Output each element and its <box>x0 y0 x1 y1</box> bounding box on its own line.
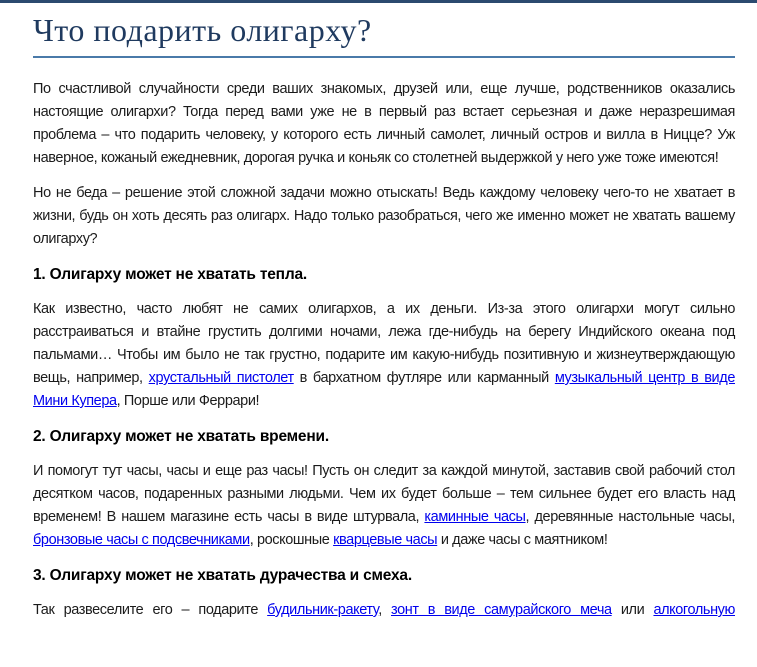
text-run: Как известно, часто любят не самих олигархов, а их деньги. Из-за этого олигархи могут сильно расстраиваться и втайне грустить долгими ночами, лежа где-нибудь на берегу Индийского океана под пальмами… Чтобы им было не так грустно, подарите им какую-нибудь позитивную и жизнеутверждающую вещь, например, <box>33 301 735 386</box>
inline-link[interactable]: музыкальный центр в виде Мини Купера <box>33 370 735 409</box>
paragraph <box>33 599 735 622</box>
paragraph <box>33 182 735 251</box>
paragraph <box>33 298 735 413</box>
text-run: И помогут тут часы, часы и еще раз часы! Пусть он следит за каждой минутой, заставив свой рабочий стол десятком часов, подаренных разными людьми. Чем их будет больше – тем сильнее будет его власть над временем! В нашем магазине есть часы в виде штурвала, <box>33 463 735 525</box>
text-run: или <box>611 602 654 618</box>
inline-link[interactable]: хрустальный пистолет <box>148 370 294 386</box>
text-run: , <box>378 602 391 618</box>
text-run: , деревянные настольные часы, <box>525 509 736 525</box>
paragraph <box>33 460 735 552</box>
inline-link[interactable]: кварцевые часы <box>333 532 438 548</box>
text-run: , роскошные <box>249 532 334 548</box>
inline-link[interactable]: зонт в виде самурайского меча <box>391 602 612 618</box>
title-divider <box>33 56 735 58</box>
article-content <box>0 11 757 622</box>
section-heading: 2. Олигарху может не хватать времени. <box>33 428 329 445</box>
text-run: в бархатном футляре или карманный <box>293 370 555 386</box>
inline-link[interactable]: алкогольную <box>653 602 735 618</box>
text-run: По счастливой случайности среди ваших знакомых, друзей или, еще лучше, родственников оказались настоящие олигархи? Тогда перед вами уже не в первый раз встает серьезная и даже неразрешимая проблема – что подарить человеку, у которого есть личный самолет, личный остров и вилла в Ницце? Уж наверное, кожаный ежедневник, дорогая ручка и коньяк со столетней выдержкой у него уже тоже имеются! <box>33 81 735 166</box>
article-body <box>33 78 735 622</box>
section-heading: 3. Олигарху может не хватать дурачества и смеха. <box>33 567 412 584</box>
inline-link[interactable]: будильник-ракету <box>267 602 379 618</box>
inline-link[interactable]: каминные часы <box>424 509 526 525</box>
text-run: Но не беда – решение этой сложной задачи можно отыскать! Ведь каждому человеку чего-то не хватает в жизни, будь он хоть десять раз олигарх. Надо только разобраться, чего же именно может не хватать вашему олигарху? <box>33 185 735 247</box>
paragraph <box>33 78 735 170</box>
text-run: Так развеселите его – подарите <box>33 602 268 618</box>
text-run: и даже часы с маятником! <box>437 532 608 548</box>
page-title: Что подарить олигарху? <box>33 12 372 48</box>
inline-link[interactable]: бронзовые часы с подсвечниками <box>33 532 250 548</box>
section-heading: 1. Олигарху может не хватать тепла. <box>33 266 307 283</box>
text-run: , Порше или Феррари! <box>116 393 260 409</box>
top-accent-bar <box>0 0 757 3</box>
